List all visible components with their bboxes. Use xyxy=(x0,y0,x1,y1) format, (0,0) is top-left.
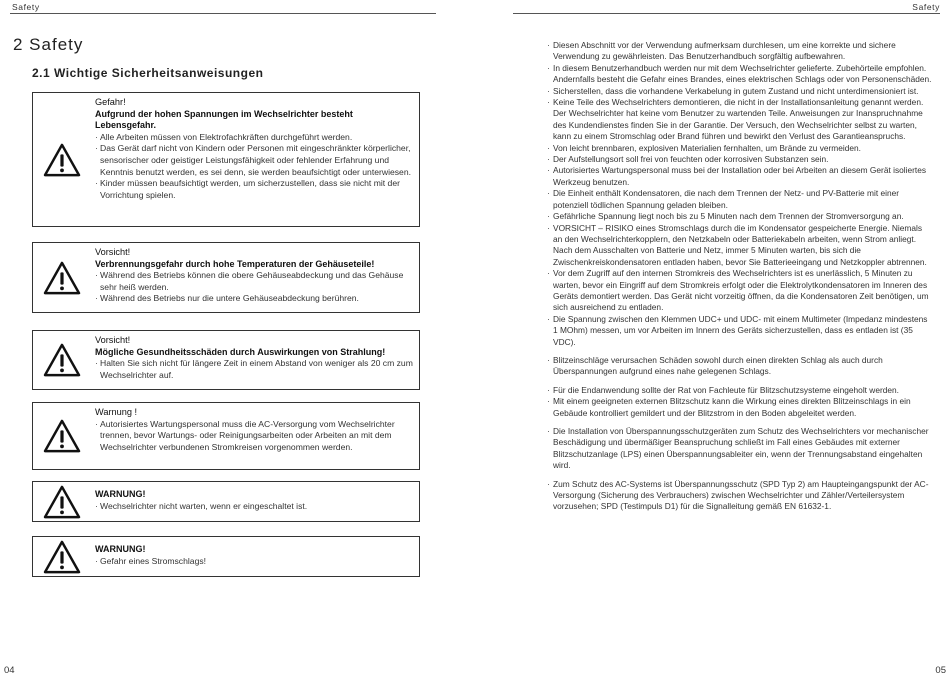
burn-caution-box xyxy=(32,242,420,313)
header-rule xyxy=(10,13,436,14)
list-item: · Vor dem Zugriff auf den internen Stromkreis des Wechselrichters ist es unerlässlich, 5 Minuten zu warten, bevor ein Eingriff auf dem Stromkreis erfolgt oder die Elektrolytkondensatoren im Inneren des Geräts demontiert werden. Das Gerät nicht vorzeitig öffnen, da die Kondensatoren Zeit benötigen, um sich ausreichend zu entladen. xyxy=(548,268,933,314)
box-subtitle: Mögliche Gesundheitsschäden durch Auswirkungen von Strahlung! xyxy=(95,346,386,357)
list-item: · Gefährliche Spannung liegt noch bis zu 5 Minuten nach dem Trennen der Stromversorgung an. xyxy=(548,211,933,222)
list-item: · Diesen Abschnitt vor der Verwendung aufmerksam durchlesen, um eine korrekte und sichere Verwendung zu gewährleisten. Das Benutzerhandbuch sorgfältig aufbewahren. xyxy=(548,40,933,63)
list-item: · Autorisiertes Wartungspersonal muss bei der Installation oder bei Arbeiten an diesem Gerät isoliertes Werkzeug benutzen. xyxy=(548,165,933,188)
box-item-list xyxy=(95,419,413,454)
shock-warning-box xyxy=(32,536,420,577)
header-left-label: Safety xyxy=(12,2,40,12)
box-subtitle: WARNUNG! xyxy=(95,544,146,554)
box-subtitle: WARNUNG! xyxy=(95,489,146,499)
warning-triangle-icon xyxy=(43,485,81,519)
list-item: · Während des Betriebs nur die untere Gehäuseabdeckung berühren. xyxy=(95,293,413,305)
list-item: · Blitzeinschläge verursachen Schäden sowohl durch einen direkten Schlag als auch durch Überspannungen aufgrund eines nahe gelegenen Schlags. xyxy=(548,355,933,378)
right-page xyxy=(475,0,950,679)
list-item: · Gefahr eines Stromschlags! xyxy=(95,556,413,568)
warning-triangle-icon xyxy=(43,143,81,177)
warning-triangle-icon xyxy=(43,540,81,574)
list-item: · Von leicht brennbaren, explosiven Materialien fernhalten, um Brände zu vermeiden. xyxy=(548,143,933,154)
chapter-title: 2 Safety xyxy=(13,35,84,54)
list-item: · Halten Sie sich nicht für längere Zeit in einem Abstand von weniger als 20 cm zum Wechselrichter auf. xyxy=(95,358,413,381)
list-item: · Autorisiertes Wartungspersonal muss die AC-Versorgung vom Wechselrichter trennen, bevor Wartungs- oder Reinigungsarbeiten oder Arbeiten an mit dem Wechselrichter verbundenen Stromkreisen vorgenommen werden. xyxy=(95,419,413,454)
box-subtitle: Aufgrund der hohen Spannungen im Wechselrichter besteht Lebensgefahr. xyxy=(95,108,353,131)
box-item-list xyxy=(95,270,413,305)
warning-triangle-icon xyxy=(43,419,81,453)
box-item-list xyxy=(95,501,413,513)
page-number: 05 xyxy=(935,665,946,676)
box-item-list xyxy=(95,132,413,202)
list-item: · Der Aufstellungsort soll frei von feuchten oder korrosiven Substanzen sein. xyxy=(548,154,933,165)
box-title: Gefahr! xyxy=(95,97,126,107)
list-item: · Zum Schutz des AC-Systems ist Überspannungsschutz (SPD Typ 2) am Haupteingangspunkt der AC-Versorgung (Sicherung des Verbrauchers) zwischen Wechselrichter und Zähler/Verteilersystem vorzusehen; SPD (Testimpuls D1) für die Signalleitung gemäß EN 61632-1. xyxy=(548,479,933,513)
list-item: · Für die Endanwendung sollte der Rat von Fachleute für Blitzschutzsysteme eingeholt werden. xyxy=(548,385,933,396)
box-title: Warnung ! xyxy=(95,407,138,417)
list-item: · Keine Teile des Wechselrichters demontieren, die nicht in der Installationsanleitung genannt werden. Der Wechselrichter hat keine vom Benutzer zu wartenden Teile. Anweisungen zur Inanspruchnahme des Kundendienstes finden Sie in der Garantie. Der Versuch, den Wechselrichter selbst zu warten, kann zu einem Stromschlag oder Brand führen und bewirkt den Verlust des Garantieanspruchs. xyxy=(548,97,933,143)
list-item: · In diesem Benutzerhandbuch werden nur mit dem Wechselrichter gelieferte. Zubehörteile empfohlen. Andernfalls besteht die Gefahr eines Brandes, eines elektrischen Schlags oder von Personenschäden. xyxy=(548,63,933,86)
list-item: · Alle Arbeiten müssen von Elektrofachkräften durchgeführt werden. xyxy=(95,132,413,144)
box-subtitle: Verbrennungsgefahr durch hohe Temperaturen der Gehäuseteile! xyxy=(95,258,375,269)
list-item: · Die Einheit enthält Kondensatoren, die nach dem Trennen der Netz- und PV-Batterie mit einer potenziell tödlichen Spannung geladen bleiben. xyxy=(548,188,933,211)
list-item: · Kinder müssen beaufsichtigt werden, um sicherzustellen, dass sie nicht mit der Vorrichtung spielen. xyxy=(95,178,413,201)
section-title: 2.1 Wichtige Sicherheitsanweisungen xyxy=(32,66,264,80)
danger-box xyxy=(32,92,420,227)
box-title: Vorsicht! xyxy=(95,247,131,257)
warning-triangle-icon xyxy=(43,343,81,377)
list-item: · Das Gerät darf nicht von Kindern oder Personen mit eingeschränkter körperlicher, sensorischer oder geistiger Leistungsfähigkeit oder fehlender Erfahrung und Kenntnis benutzt werden, es sei denn, sie werden beaufsichtigt oder unterwiesen. xyxy=(95,143,413,178)
list-item: · Während des Betriebs können die obere Gehäuseabdeckung und das Gehäuse sehr heiß werden. xyxy=(95,270,413,293)
header-right-label: Safety xyxy=(912,2,940,12)
page-number: 04 xyxy=(4,665,15,676)
box-item-list xyxy=(95,556,413,568)
header-rule xyxy=(513,13,940,14)
radiation-caution-box xyxy=(32,330,420,390)
box-item-list xyxy=(95,358,413,381)
powered-warning-box xyxy=(32,481,420,522)
box-title: Vorsicht! xyxy=(95,335,131,345)
list-item: · Sicherstellen, dass die vorhandene Verkabelung in gutem Zustand und nicht unterdimensioniert ist. xyxy=(548,86,933,97)
list-item: · Die Spannung zwischen den Klemmen UDC+ und UDC- mit einem Multimeter (Impedanz mindestens 1 MOhm) messen, um vor Arbeiten im Innern des Geräts sicherzustellen, dass es entladen ist (35 VDC). xyxy=(548,314,933,348)
warning-triangle-icon xyxy=(43,261,81,295)
list-item: · Die Installation von Überspannungsschutzgeräten zum Schutz des Wechselrichters vor mechanischer Beschädigung und übermäßiger Beanspruchung schließt im Fall eines Gebäudes mit externer Blitzschutzanlage (LPS) einen Überspannungsableiter ein, wenn der Trennungsabstand eingehalten wird. xyxy=(548,426,933,472)
list-item: · Wechselrichter nicht warten, wenn er eingeschaltet ist. xyxy=(95,501,413,513)
list-item: · VORSICHT – RISIKO eines Stromschlags durch die im Kondensator gespeicherte Energie. Niemals an den Wechselrichterkopplern, den Netzkabeln oder Batteriekabeln arbeiten, wenn Strom anliegt. Nach dem Ausschalten von Batterie und Netz, immer 5 Minuten warten, bis sich die Zwischenkreiskondensatoren entladen haben, bevor Sie Batterieeingang und Netzkoppler abtrennen. xyxy=(548,223,933,269)
maintenance-warning-box xyxy=(32,402,420,470)
list-item: · Mit einem geeigneten externen Blitzschutz kann die Wirkung eines direkten Blitzeinschlags in ein Gebäude kontrolliert gemildert und der Blitzstrom in den Boden abgeleitet werden. xyxy=(548,396,933,419)
safety-instructions-list xyxy=(548,40,933,513)
